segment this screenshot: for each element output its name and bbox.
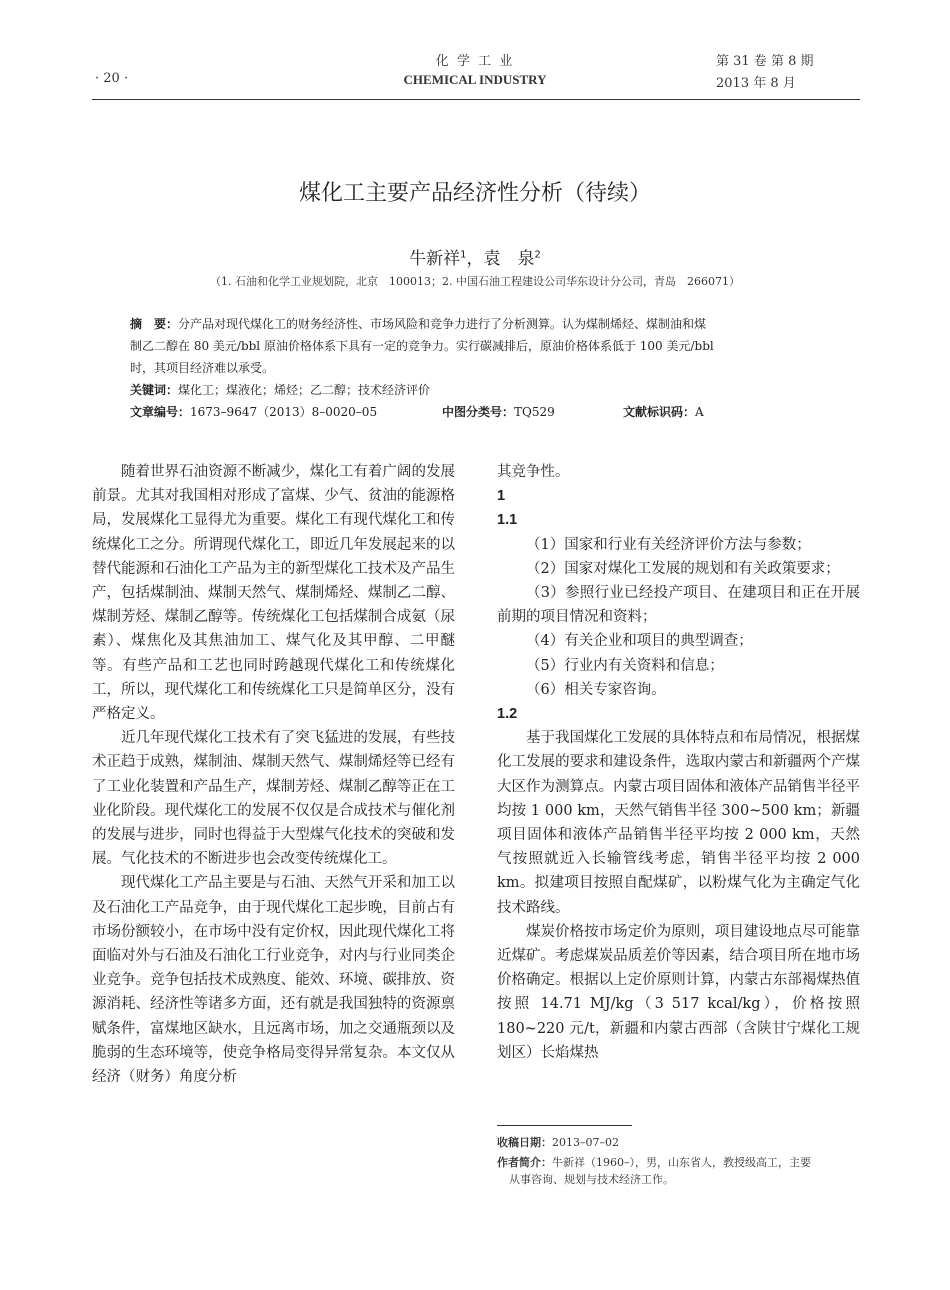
section-1-2-heading: 1.2 bbox=[497, 706, 518, 723]
basis-item-1: （1）国家和行业有关经济评价方法与参数； bbox=[526, 536, 811, 553]
abstract-line-2: 制乙二醇在 80 美元/bbl 原油价格体系下具有一定的竞争力。实行碳减排后，原油价格体系低于 100 美元/bbl bbox=[130, 339, 714, 353]
section-1-1-heading: 1.1 bbox=[497, 512, 518, 529]
author-separator: ， bbox=[466, 249, 484, 269]
article-number-value: 1673–9647（2013）8–0020–05 bbox=[190, 405, 378, 419]
author-1: 牛新祥 bbox=[409, 249, 461, 269]
abstract-text-1: 分产品对现代煤化工的财务经济性、市场风险和竞争力进行了分析测算。认为煤制烯烃、煤制油和煤 bbox=[178, 317, 707, 331]
header-rule bbox=[92, 99, 860, 100]
abstract-line-3: 时，其项目经济难以承受。 bbox=[130, 361, 275, 375]
clc-value: TQ529 bbox=[514, 405, 555, 419]
section-1-2-paragraph-1: 基于我国煤化工发展的具体特点和布局情况，根据煤化工发展的要求和建设条件，选取内蒙古和新疆两个产煤大区作为测算点。内蒙古项目固体和液体产品销售半径平均按 1 000 km，天然气销售半径 300~500 km；新疆项目固体和液体产品销售半径平均按 2 000 km，天然气按照就近入长输管线考虑，销售半径平均按 2 000 km。拟建项目按照自配煤矿，以粉煤气化为主确定气化技术路线。 bbox=[497, 730, 860, 916]
left-column bbox=[92, 460, 455, 1089]
abstract-label: 摘 要： bbox=[130, 317, 179, 331]
article-title: 煤化工主要产品经济性分析（待续） bbox=[298, 181, 651, 206]
volume-issue: 第 31 卷 第 8 期 bbox=[716, 54, 814, 69]
publication-date: 2013 年 8 月 bbox=[716, 76, 796, 91]
article-number bbox=[130, 401, 377, 423]
keywords: 煤化工；煤液化；烯烃；乙二醇；技术经济评价 bbox=[178, 383, 431, 397]
journal-name-en: CHEMICAL INDUSTRY bbox=[403, 72, 547, 87]
body-paragraph-1: 随着世界石油资源不断减少，煤化工有着广阔的发展前景。尤其对我国相对形成了富煤、少气、贫油的能源格局，发展煤化工显得尤为重要。煤化工有现代煤化工和传统煤化工之分。所谓现代煤化工，即近几年发展起来的以替代能源和石油化工产品为主的新型煤化工技术及产品生产，包括煤制油、煤制天然气、煤制烯烃、煤制乙二醇、煤制芳烃、煤制乙醇等。传统煤化工包括煤制合成氨（尿素）、煤焦化及其焦油加工、煤气化及其甲醇、二甲醚等。有些产品和工艺也同时跨越现代煤化工和传统煤化工，所以，现代煤化工和传统煤化工只是简单区分，没有严格定义。 bbox=[92, 464, 455, 723]
document-code-value: A bbox=[695, 405, 704, 419]
abstract-block bbox=[130, 313, 830, 423]
author-bio bbox=[497, 1154, 860, 1171]
basis-item-6: （6）相关专家咨询。 bbox=[526, 681, 666, 698]
keywords-label: 关键词： bbox=[130, 383, 179, 397]
author-line bbox=[0, 244, 950, 269]
article-ids-line bbox=[130, 401, 830, 423]
author-2: 袁 泉 bbox=[483, 249, 535, 269]
basis-item-5: （5）行业内有关资料和信息； bbox=[526, 657, 724, 674]
author-bio-line-1: 牛新祥（1960–），男，山东省人，教授级高工，主要 bbox=[552, 1156, 811, 1169]
footnotes bbox=[497, 1134, 860, 1188]
received-date bbox=[497, 1134, 860, 1151]
clc-label: 中图分类号： bbox=[442, 405, 515, 419]
abstract-line-1 bbox=[130, 313, 830, 335]
footnote-rule bbox=[497, 1125, 632, 1126]
continued-text: 其竞争性。 bbox=[497, 464, 570, 480]
section-1-heading: 1 bbox=[497, 488, 506, 505]
clc-number bbox=[442, 401, 555, 423]
received-date-value: 2013–07–02 bbox=[552, 1136, 619, 1149]
basis-item-3: （3）参照行业已经投产项目、在建项目和正在开展前期的项目情况和资料； bbox=[497, 585, 860, 626]
basis-item-4: （4）有关企业和项目的典型调查； bbox=[526, 633, 753, 650]
keywords-line bbox=[130, 379, 830, 401]
body-paragraph-3: 现代煤化工产品主要是与石油、天然气开采和加工以及石油化工产品竞争，由于现代煤化工起步晚，目前占有市场份额较小，在市场中没有定价权，因此现代煤化工将面临对外与石油及石油化工行业竞争，对内与行业同类企业竞争。竞争包括技术成熟度、能效、环境、碳排放、资源消耗、经济性等诸多方面，还有就是我国独特的资源禀赋条件，富煤地区缺水，且远离市场，加之交通瓶颈以及脆弱的生态环境等，使竞争格局变得异常复杂。本文仅从经济（财务）角度分析 bbox=[92, 875, 455, 1086]
author-bio-label: 作者简介： bbox=[497, 1156, 552, 1169]
received-date-label: 收稿日期： bbox=[497, 1136, 552, 1149]
author-1-affil-mark: 1 bbox=[460, 249, 467, 261]
journal-name-cn: 化 学 工 业 bbox=[435, 54, 515, 69]
article-number-label: 文章编号： bbox=[130, 405, 191, 419]
author-bio-line-2: 从事咨询、规划与技术经济工作。 bbox=[509, 1173, 674, 1186]
affiliations: （1. 石油和化学工业规划院，北京 100013；2. 中国石油工程建设公司华东设计分公司，青岛 266071） bbox=[210, 275, 740, 288]
page-number: · 20 · bbox=[95, 71, 129, 86]
document-code bbox=[623, 401, 704, 423]
body-paragraph-2: 近几年现代煤化工技术有了突飞猛进的发展，有些技术正趋于成熟，煤制油、煤制天然气、煤制烯烃等已经有了工业化装置和产品生产，煤制芳烃、煤制乙醇等正在工业化阶段。现代煤化工的发展不仅仅是合成技术与催化剂的发展与进步，同时也得益于大型煤气化技术的突破和发展。气化技术的不断进步也会改变传统煤化工。 bbox=[92, 730, 455, 868]
basis-item-2: （2）国家对煤化工发展的规划和有关政策要求； bbox=[526, 560, 840, 577]
author-2-affil-mark: 2 bbox=[534, 249, 541, 261]
document-code-label: 文献标识码： bbox=[623, 405, 696, 419]
section-1-2-paragraph-2: 煤炭价格按市场定价为原则，项目建设地点尽可能靠近煤矿。考虑煤炭品质差价等因素，结合项目所在地市场价格确定。根据以上定价原则计算，内蒙古东部褐煤热值按照 14.71 MJ/kg（3 517 kcal/kg），价格按照 180~220 元/t，新疆和内蒙古西部（含陕甘宁煤化工规划区）长焰煤热 bbox=[497, 923, 860, 1061]
right-column bbox=[497, 460, 860, 1065]
